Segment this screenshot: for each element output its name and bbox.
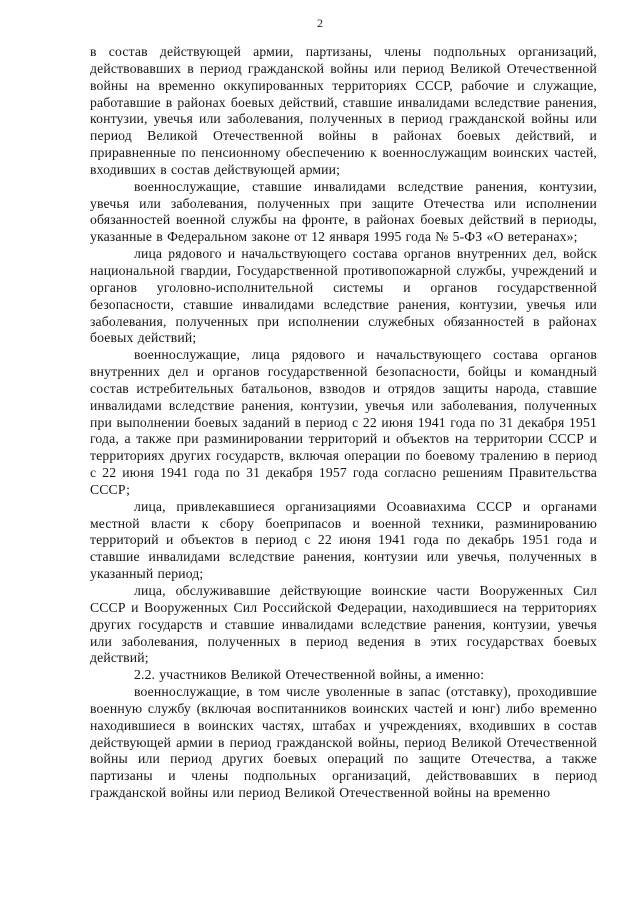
paragraph-internal-affairs-staff: лица рядового и начальствующего состава органов внутренних дел, войск национальной гвардии, Государственной противопожарной службы, учреждений и органов уголовно-исполнительной системы и органов государственной безопасности, ставшие инвалидами вследствие ранения, контузии, увечья или заболевания, полученных при исполнении служебных обязанностей в районах боевых действий; — [90, 246, 597, 346]
document-body — [90, 44, 597, 802]
paragraph-demining-1941-1957: военнослужащие, лица рядового и начальствующего состава органов внутренних дел и органов государственной безопасности, бойцы и командный состав истребительных батальонов, взводов и отрядов защиты народа, ставшие инвалидами вследствие ранения, контузии, увечья или заболевания, полученных при выполнении боевых заданий в период с 22 июня 1941 года по 31 декабря 1951 года, а также при разминировании территорий и объектов на территории СССР и территориях других государств, включая операции по боевому тралению в период с 22 июня 1941 года по 31 декабря 1957 года согласно решениям Правительства СССР; — [90, 347, 597, 497]
paragraph-servicemen-disabled: военнослужащие, ставшие инвалидами вследствие ранения, контузии, увечья или заболевания, полученных при защите Отечества или исполнении обязанностей военной службы на фронте, в районах боевых действий в периоды, указанные в Федеральном законе от 12 января 1995 года № 5-ФЗ «О ветеранах»; — [90, 178, 597, 245]
paragraph-foreign-territories: лица, обслуживавшие действующие воинские части Вооруженных Сил СССР и Вооруженных Сил Российской Федерации, находившиеся на территориях других государств и ставшие инвалидами вследствие ранения, контузии, увечья или заболевания, полученных в период ведения в этих государствах боевых действий; — [90, 583, 597, 666]
paragraph-wwii-participants: военнослужащие, в том числе уволенные в запас (отставку), проходившие военную службу (включая воспитанников воинских частей и юнг) либо временно находившиеся в воинских частях, штабах и учреждениях, входивших в состав действующей армии в период гражданской войны, период Великой Отечественной войны или период других боевых операций по защите Отечества, а также партизаны и члены подпольных организаций, действовавших в период гражданской войны или период Великой Отечественной войны на временно — [90, 684, 597, 801]
paragraph-osoaviakhim: лица, привлекавшиеся организациями Осоавиахима СССР и органами местной власти к сбору боеприпасов и военной техники, разминированию территорий и объектов в период с 22 июня 1941 года по декабрь 1951 года и ставшие инвалидами вследствие ранения, контузии или увечья, полученных в указанный период; — [90, 498, 597, 582]
paragraph-continuation: в состав действующей армии, партизаны, члены подпольных организаций, действовавших в период гражданской войны или период Великой Отечественной войны на временно оккупированных территориях СССР, рабочие и служащие, работавшие в районах боевых действий, ставшие инвалидами вследствие ранения, контузии, увечья или заболевания, полученных в период гражданской войны или период Великой Отечественной войны в районах боевых действий, и приравненные по пенсионному обеспечению к военнослужащим воинских частей, входивших в состав действующей армии; — [90, 44, 597, 177]
section-heading-2-2: 2.2. участников Великой Отечественной войны, а именно: — [134, 667, 485, 683]
page-number: 2 — [317, 16, 323, 30]
